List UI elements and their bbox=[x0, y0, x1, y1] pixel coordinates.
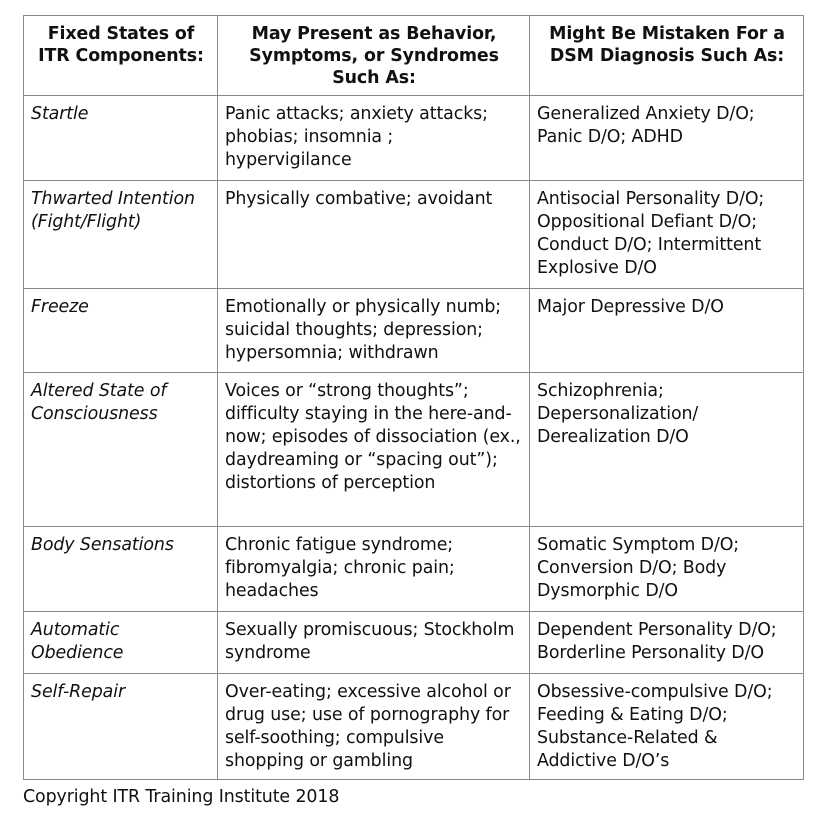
header-presentation: May Present as Behavior, Symptoms, or Syndromes Such As: bbox=[218, 16, 530, 96]
row-presentation: Sexually promiscuous; Stockholm syndrome bbox=[218, 612, 530, 674]
header-row bbox=[24, 16, 804, 96]
row-state: Altered State of Consciousness bbox=[24, 373, 218, 527]
copyright-notice: Copyright ITR Training Institute 2018 bbox=[23, 787, 340, 807]
table-row bbox=[24, 96, 804, 181]
table-body bbox=[24, 96, 804, 780]
table-row bbox=[24, 527, 804, 612]
table-row bbox=[24, 289, 804, 373]
table-row bbox=[24, 674, 804, 780]
row-presentation: Over-eating; excessive alcohol or drug use; use of pornography for self-soothing; compulsive shopping or gambling bbox=[218, 674, 530, 780]
row-state: Startle bbox=[24, 96, 218, 181]
row-presentation: Voices or “strong thoughts”; difficulty staying in the here-and-now; episodes of dissociation (ex., daydreaming or “spacing out”); distortions of perception bbox=[218, 373, 530, 527]
itr-components-table bbox=[23, 15, 804, 780]
table-row bbox=[24, 373, 804, 527]
table-row bbox=[24, 181, 804, 289]
row-diagnosis: Somatic Symptom D/O; Conversion D/O; Body Dysmorphic D/O bbox=[530, 527, 804, 612]
row-presentation: Chronic fatigue syndrome; fibromyalgia; chronic pain; headaches bbox=[218, 527, 530, 612]
table-header bbox=[24, 16, 804, 96]
row-state: Body Sensations bbox=[24, 527, 218, 612]
row-presentation: Emotionally or physically numb; suicidal thoughts; depression; hypersomnia; withdrawn bbox=[218, 289, 530, 373]
header-fixed-states: Fixed States of ITR Components: bbox=[24, 16, 218, 96]
row-presentation: Physically combative; avoidant bbox=[218, 181, 530, 289]
header-dsm-diagnosis: Might Be Mistaken For a DSM Diagnosis Such As: bbox=[530, 16, 804, 96]
row-diagnosis: Dependent Personality D/O; Borderline Personality D/O bbox=[530, 612, 804, 674]
row-state: Automatic Obedience bbox=[24, 612, 218, 674]
row-diagnosis: Obsessive-compulsive D/O; Feeding & Eating D/O; Substance-Related & Addictive D/O’s bbox=[530, 674, 804, 780]
row-state: Thwarted Intention (Fight/Flight) bbox=[24, 181, 218, 289]
row-state: Freeze bbox=[24, 289, 218, 373]
row-diagnosis: Major Depressive D/O bbox=[530, 289, 804, 373]
table-row bbox=[24, 612, 804, 674]
row-diagnosis: Antisocial Personality D/O; Oppositional Defiant D/O; Conduct D/O; Intermittent Explosive D/O bbox=[530, 181, 804, 289]
row-state: Self-Repair bbox=[24, 674, 218, 780]
row-diagnosis: Generalized Anxiety D/O; Panic D/O; ADHD bbox=[530, 96, 804, 181]
row-presentation: Panic attacks; anxiety attacks; phobias; insomnia ; hypervigilance bbox=[218, 96, 530, 181]
row-diagnosis: Schizophrenia; Depersonalization/ Derealization D/O bbox=[530, 373, 804, 527]
